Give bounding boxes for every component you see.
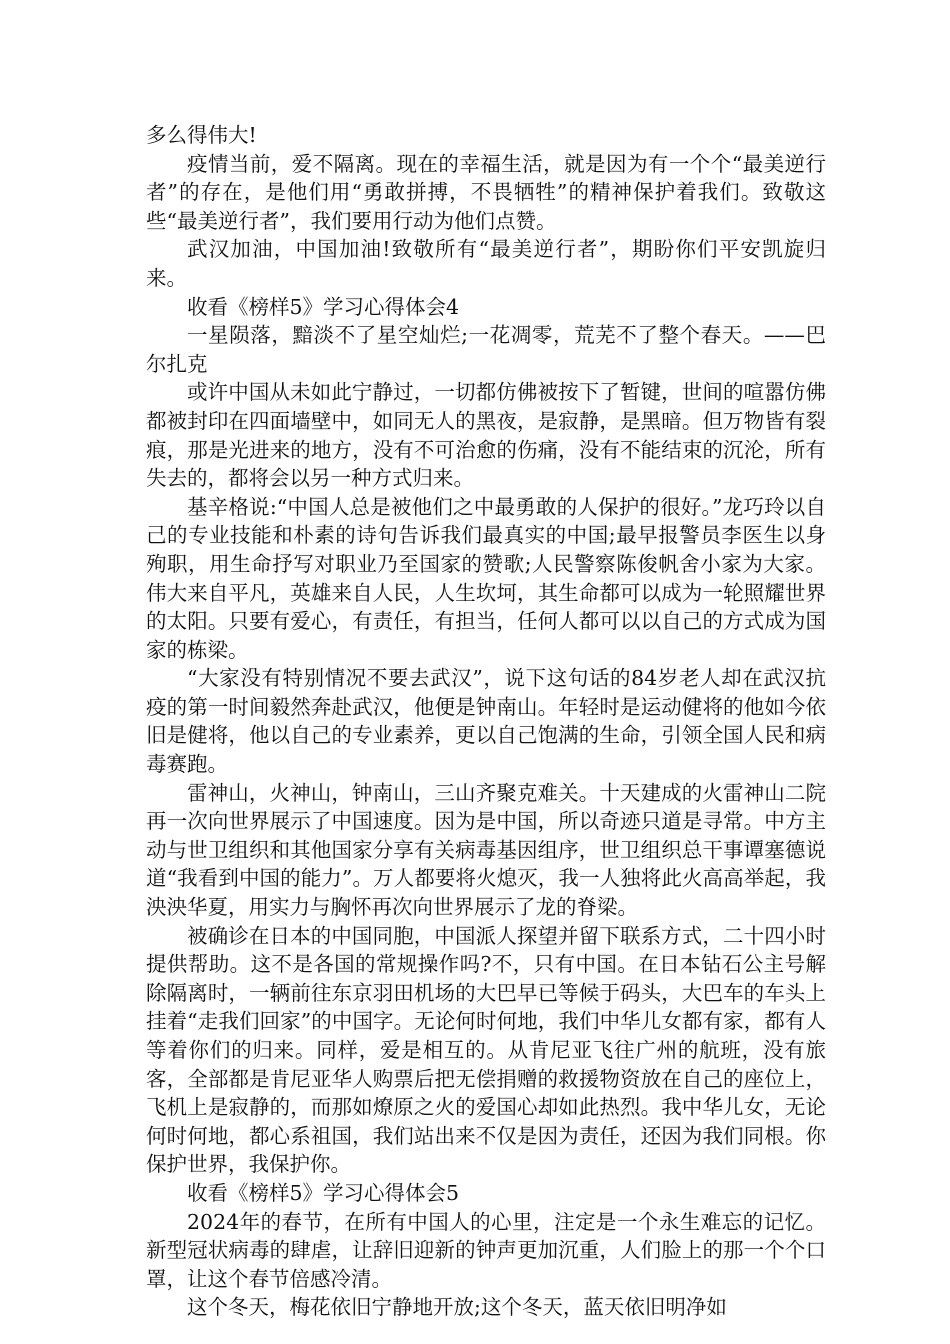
paragraph: 武汉加油，中国加油!致敬所有“最美逆行者”，期盼你们平安凯旋归来。 xyxy=(146,237,826,290)
paragraph-continuation: 多么得伟大! xyxy=(146,123,257,147)
paragraph: “大家没有特别情况不要去武汉”，说下这句话的84岁老人却在武汉抗疫的第一时间毅然奔赴武汉，他便是钟南山。年轻时是运动健将的他如今依旧是健将，他以自己的专业素养，更以自己饱满的生命，引领全国人民和病毒赛跑。 xyxy=(146,666,826,777)
paragraph: 2024年的春节，在所有中国人的心里，注定是一个永生难忘的记忆。新型冠状病毒的肆虐，让辞旧迎新的钟声更加沉重，人们脸上的那一个个口罩，让这个春节倍感冷清。 xyxy=(146,1209,826,1291)
section-heading: 收看《榜样5》学习心得体会4 xyxy=(187,294,460,319)
paragraph-quote: 一星陨落，黯淡不了星空灿烂;一花凋零，荒芜不了整个春天。——巴尔扎克 xyxy=(146,323,826,376)
section-heading: 收看《榜样5》学习心得体会5 xyxy=(187,1180,460,1205)
paragraph: 或许中国从未如此宁静过，一切都仿佛被按下了暂键，世间的喧嚣仿佛都被封印在四面墙壁中，如同无人的黑夜，是寂静，是黑暗。但万物皆有裂痕，那是光进来的地方，没有不可治愈的伤痛，没有不能结束的沉沦，所有失去的，都将会以另一种方式归来。 xyxy=(146,380,826,491)
paragraph: 雷神山，火神山，钟南山，三山齐聚克难关。十天建成的火雷神山二院再一次向世界展示了中国速度。因为是中国，所以奇迹只道是寻常。中方主动与世卫组织和其他国家分享有关病毒基因组序，世卫组织总干事谭塞德说道“我看到中国的能力”。万人都要将火熄灭，我一人独将此火高高举起，我泱泱华夏，用实力与胸怀再次向世界展示了龙的脊梁。 xyxy=(146,780,826,920)
paragraph: 这个冬天，梅花依旧宁静地开放;这个冬天，蓝天依旧明净如 xyxy=(187,1295,727,1320)
paragraph: 基辛格说:“中国人总是被他们之中最勇敢的人保护的很好。”龙巧玲以自己的专业技能和朴素的诗句告诉我们最真实的中国;最早报警员李医生以身殉职，用生命抒写对职业乃至国家的赞歌;人民警察陈俊帆舍小家为大家。伟大来自平凡，英雄来自人民，人生坎坷，其生命都可以成为一轮照耀世界的太阳。只要有爱心，有责任，有担当，任何人都可以以自己的方式成为国家的栋梁。 xyxy=(146,494,826,662)
paragraph: 被确诊在日本的中国同胞，中国派人探望并留下联系方式，二十四小时提供帮助。这不是各国的常规操作吗?不，只有中国。在日本钻石公主号解除隔离时，一辆前往东京羽田机场的大巴早已等候于码头，大巴车的车头上挂着“走我们回家”的中国字。无论何时何地，我们中华儿女都有家，都有人等着你们的归来。同样，爱是相互的。从肯尼亚飞往广州的航班，没有旅客，全部都是肯尼亚华人购票后把无偿捐赠的救援物资放在自己的座位上，飞机上是寂静的，而那如燎原之火的爱国心却如此热烈。我中华儿女，无论何时何地，都心系祖国，我们站出来不仅是因为责任，还因为我们同根。你保护世界，我保护你。 xyxy=(146,923,826,1177)
body-text xyxy=(146,121,826,1322)
paragraph: 疫情当前，爱不隔离。现在的幸福生活，就是因为有一个个“最美逆行者”的存在，是他们用“勇敢拼搏，不畏牺牲”的精神保护着我们。致敬这些“最美逆行者”，我们要用行动为他们点赞。 xyxy=(146,151,826,233)
